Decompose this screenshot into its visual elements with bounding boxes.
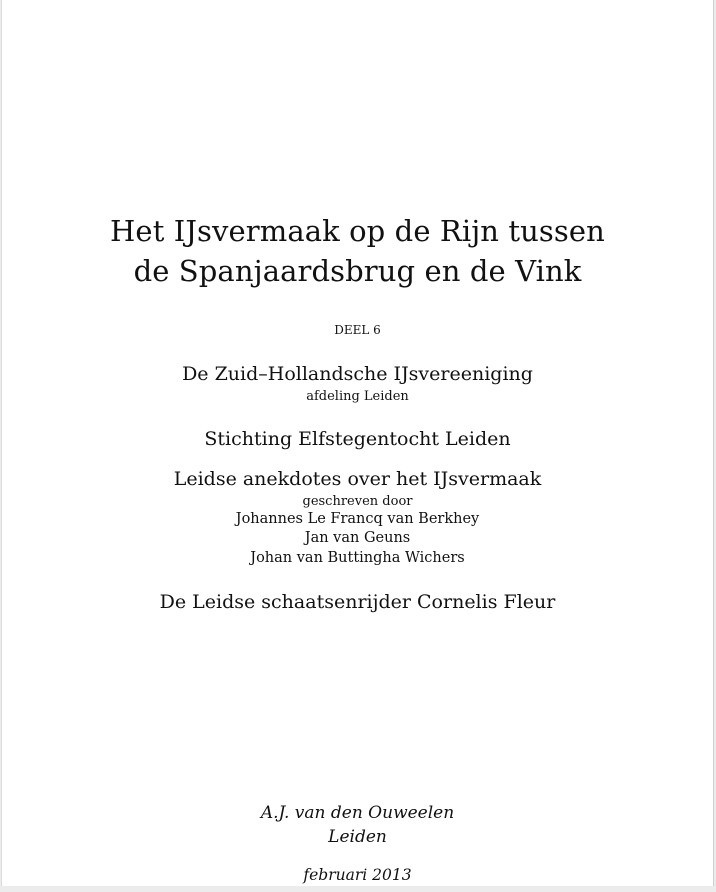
- section-3-title: Leidse anekdotes over het IJsvermaak: [173, 468, 542, 490]
- document-page: [1, 0, 714, 886]
- document-title-line-1: Het IJsvermaak op de Rijn tussen: [110, 214, 605, 248]
- author-name-3: Johan van Buttingha Wichers: [250, 550, 465, 566]
- author-name-1: Johannes Le Francq van Berkhey: [235, 511, 480, 527]
- section-1-subtitle: afdeling Leiden: [306, 389, 409, 404]
- document-date: februari 2013: [303, 866, 412, 884]
- section-4-title: De Leidse schaatsenrijder Cornelis Fleur: [159, 591, 556, 613]
- section-3-subtitle: geschreven door: [302, 494, 413, 509]
- part-label: DEEL 6: [334, 323, 381, 337]
- section-2-title: Stichting Elfstegentocht Leiden: [204, 428, 511, 450]
- author-name-2: Jan van Geuns: [304, 530, 411, 546]
- document-author: A.J. van den Ouweelen: [260, 803, 455, 823]
- document-place: Leiden: [328, 827, 387, 847]
- document-title-line-2: de Spanjaardsbrug en de Vink: [133, 254, 582, 288]
- section-1-title: De Zuid–Hollandsche IJsvereeniging: [182, 363, 533, 385]
